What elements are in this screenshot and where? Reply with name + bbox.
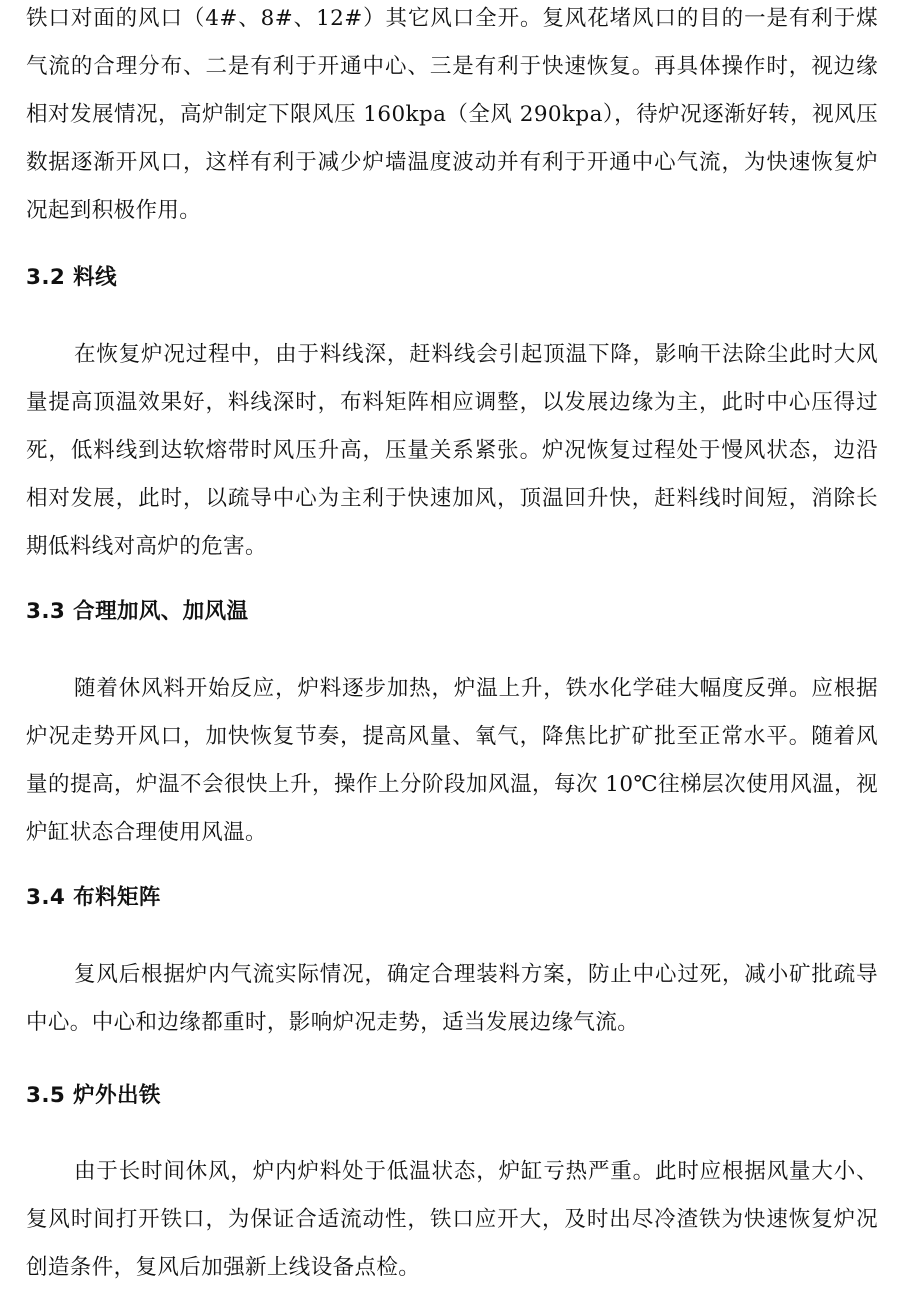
section-heading-3-2: 3.2 料线 [26,265,117,290]
section-3-5-body-block [26,1148,878,1292]
intro-paragraph: 铁口对面的风口（4#、8#、12#）其它风口全开。复风花堵风口的目的一是有利于煤气流的合理分布、二是有利于开通中心、三是有利于快速恢复。再具体操作时，视边缘相对发展情况，高炉制定下限风压 160kpa（全风 290kpa），待炉况逐渐好转，视风压数据逐渐开风口，这样有利于减少炉墙温度波动并有利于开通中心气流，为快速恢复炉况起到积极作用。 [26,6,878,223]
section-body-3-4: 复风后根据炉内气流实际情况，确定合理装料方案，防止中心过死，减小矿批疏导中心。中心和边缘都重时，影响炉况走势，适当发展边缘气流。 [26,962,878,1035]
section-3-4 [26,874,878,922]
section-body-3-2: 在恢复炉况过程中，由于料线深，赶料线会引起顶温下降，影响干法除尘此时大风量提高顶温效果好，料线深时，布料矩阵相应调整，以发展边缘为主，此时中心压得过死，低料线到达软熔带时风压升高，压量关系紧张。炉况恢复过程处于慢风状态，边沿相对发展，此时，以疏导中心为主利于快速加风，顶温回升快，赶料线时间短，消除长期低料线对高炉的危害。 [26,342,878,559]
section-heading-3-3: 3.3 合理加风、加风温 [26,599,249,624]
section-body-3-3: 随着休风料开始反应，炉料逐步加热，炉温上升，铁水化学硅大幅度反弹。应根据炉况走势开风口，加快恢复节奏，提高风量、氧气，降焦比扩矿批至正常水平。随着风量的提高，炉温不会很快上升，操作上分阶段加风温，每次 10℃往梯层次使用风温，视炉缸状态合理使用风温。 [26,676,878,845]
section-heading-3-4: 3.4 布料矩阵 [26,885,161,910]
section-3-5 [26,1072,878,1120]
section-heading-3-5: 3.5 炉外出铁 [26,1083,161,1108]
section-3-2-body-block [26,331,878,571]
section-3-3-body-block [26,665,878,857]
section-3-4-body-block [26,951,878,1047]
section-3-2 [26,254,878,302]
section-body-3-5: 由于长时间休风，炉内炉料处于低温状态，炉缸亏热严重。此时应根据风量大小、复风时间打开铁口，为保证合适流动性，铁口应开大，及时出尽冷渣铁为快速恢复炉况创造条件，复风后加强新上线设备点检。 [26,1159,878,1280]
intro-block [26,0,878,235]
section-3-3 [26,588,878,636]
